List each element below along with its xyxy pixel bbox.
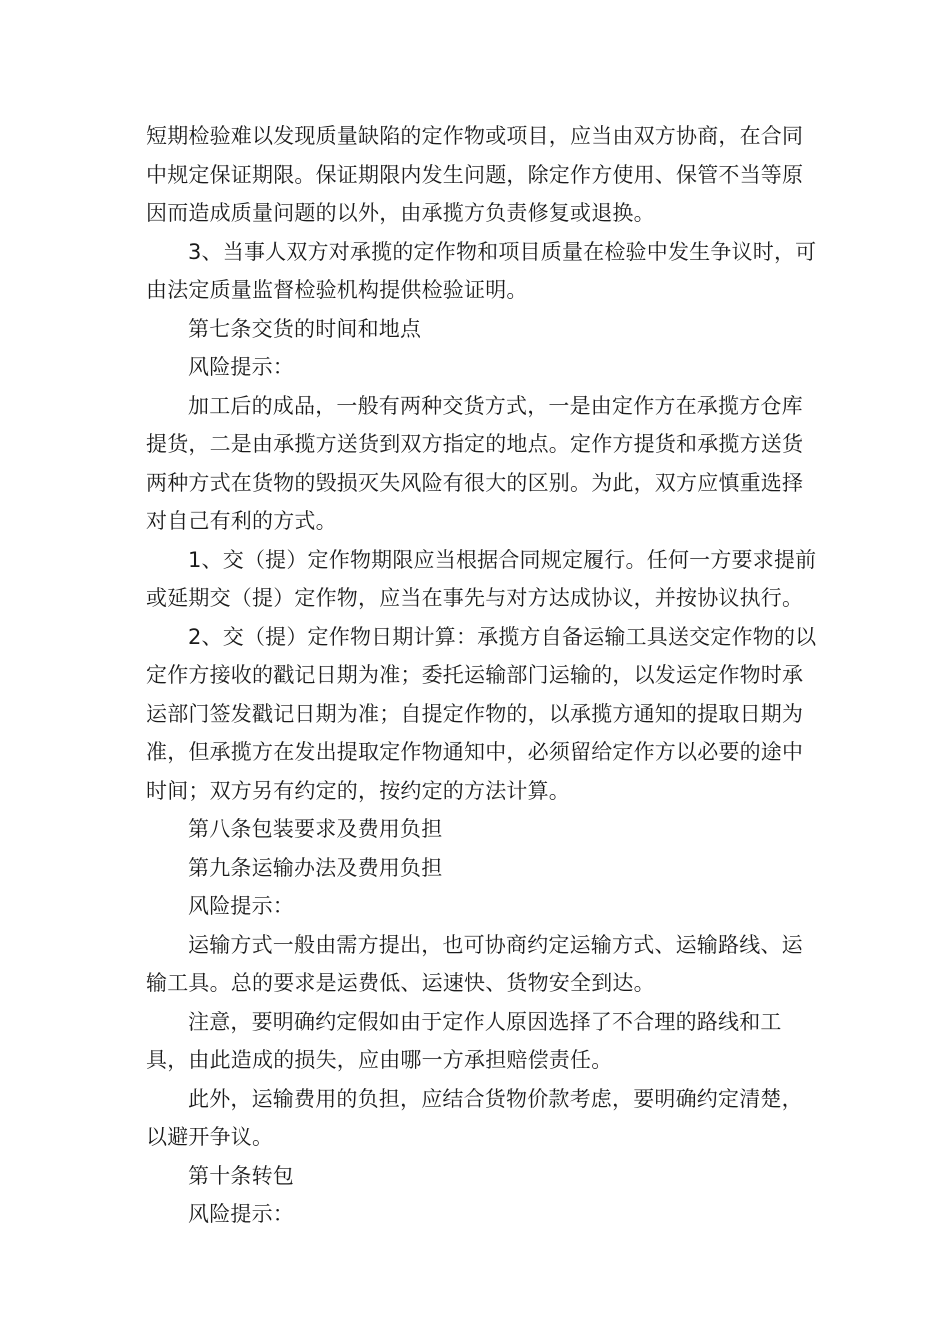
heading-article-9: 第九条运输办法及费用负担 bbox=[188, 855, 443, 880]
paragraph-transport-method: 运输方式一般由需方提出，也可协商约定运输方式、运输路线、运输工具。总的要求是运费低、运速快、货物安全到达。 bbox=[146, 932, 803, 995]
document-body bbox=[146, 117, 818, 1234]
paragraph-transport-note: 注意，要明确约定假如由于定作人原因选择了不合理的路线和工具，由此造成的损失，应由哪一方承担赔偿责任。 bbox=[146, 1009, 782, 1072]
heading-article-8: 第八条包装要求及费用负担 bbox=[188, 817, 443, 841]
paragraph-delivery-deadline: 1、交（提）定作物期限应当根据合同规定履行。任何一方要求提前或延期交（提）定作物，应当在事先与对方达成协议，并按协议执行。 bbox=[146, 547, 817, 610]
risk-notice-label: 风险提示： bbox=[188, 1202, 294, 1226]
heading-article-10: 第十条转包 bbox=[188, 1163, 294, 1188]
paragraph-delivery-date-calc: 2、交（提）定作物日期计算：承揽方自备运输工具送交定作物的以定作方接收的戳记日期为准；委托运输部门运输的，以发运定作物时承运部门签发戳记日期为准；自提定作物的，以承揽方通知的提取日期为准，但承揽方在发出提取定作物通知中，必须留给定作方以必要的途中时间；双方另有约定的，按约定的方法计算。 bbox=[146, 624, 817, 803]
paragraph-quality-dispute: 3、当事人双方对承揽的定作物和项目质量在检验中发生争议时，可由法定质量监督检验机构提供检验证明。 bbox=[146, 239, 817, 302]
paragraph-delivery-methods: 加工后的成品，一般有两种交货方式，一是由定作方在承揽方仓库提货，二是由承揽方送货到双方指定的地点。定作方提货和承揽方送货两种方式在货物的毁损灭失风险有很大的区别。为此，双方应慎重选择对自己有利的方式。 bbox=[146, 393, 804, 533]
risk-notice-label: 风险提示： bbox=[188, 355, 294, 379]
heading-article-7: 第七条交货的时间和地点 bbox=[188, 316, 422, 341]
paragraph-transport-cost: 此外，运输费用的负担，应结合货物价款考虑，要明确约定清楚，以避开争议。 bbox=[146, 1086, 803, 1149]
risk-notice-label: 风险提示： bbox=[188, 894, 294, 918]
paragraph-warranty-period: 短期检验难以发现质量缺陷的定作物或项目，应当由双方协商，在合同中规定保证期限。保证期限内发生问题，除定作方使用、保管不当等原因而造成质量问题的以外，由承揽方负责修复或退换。 bbox=[146, 124, 804, 225]
